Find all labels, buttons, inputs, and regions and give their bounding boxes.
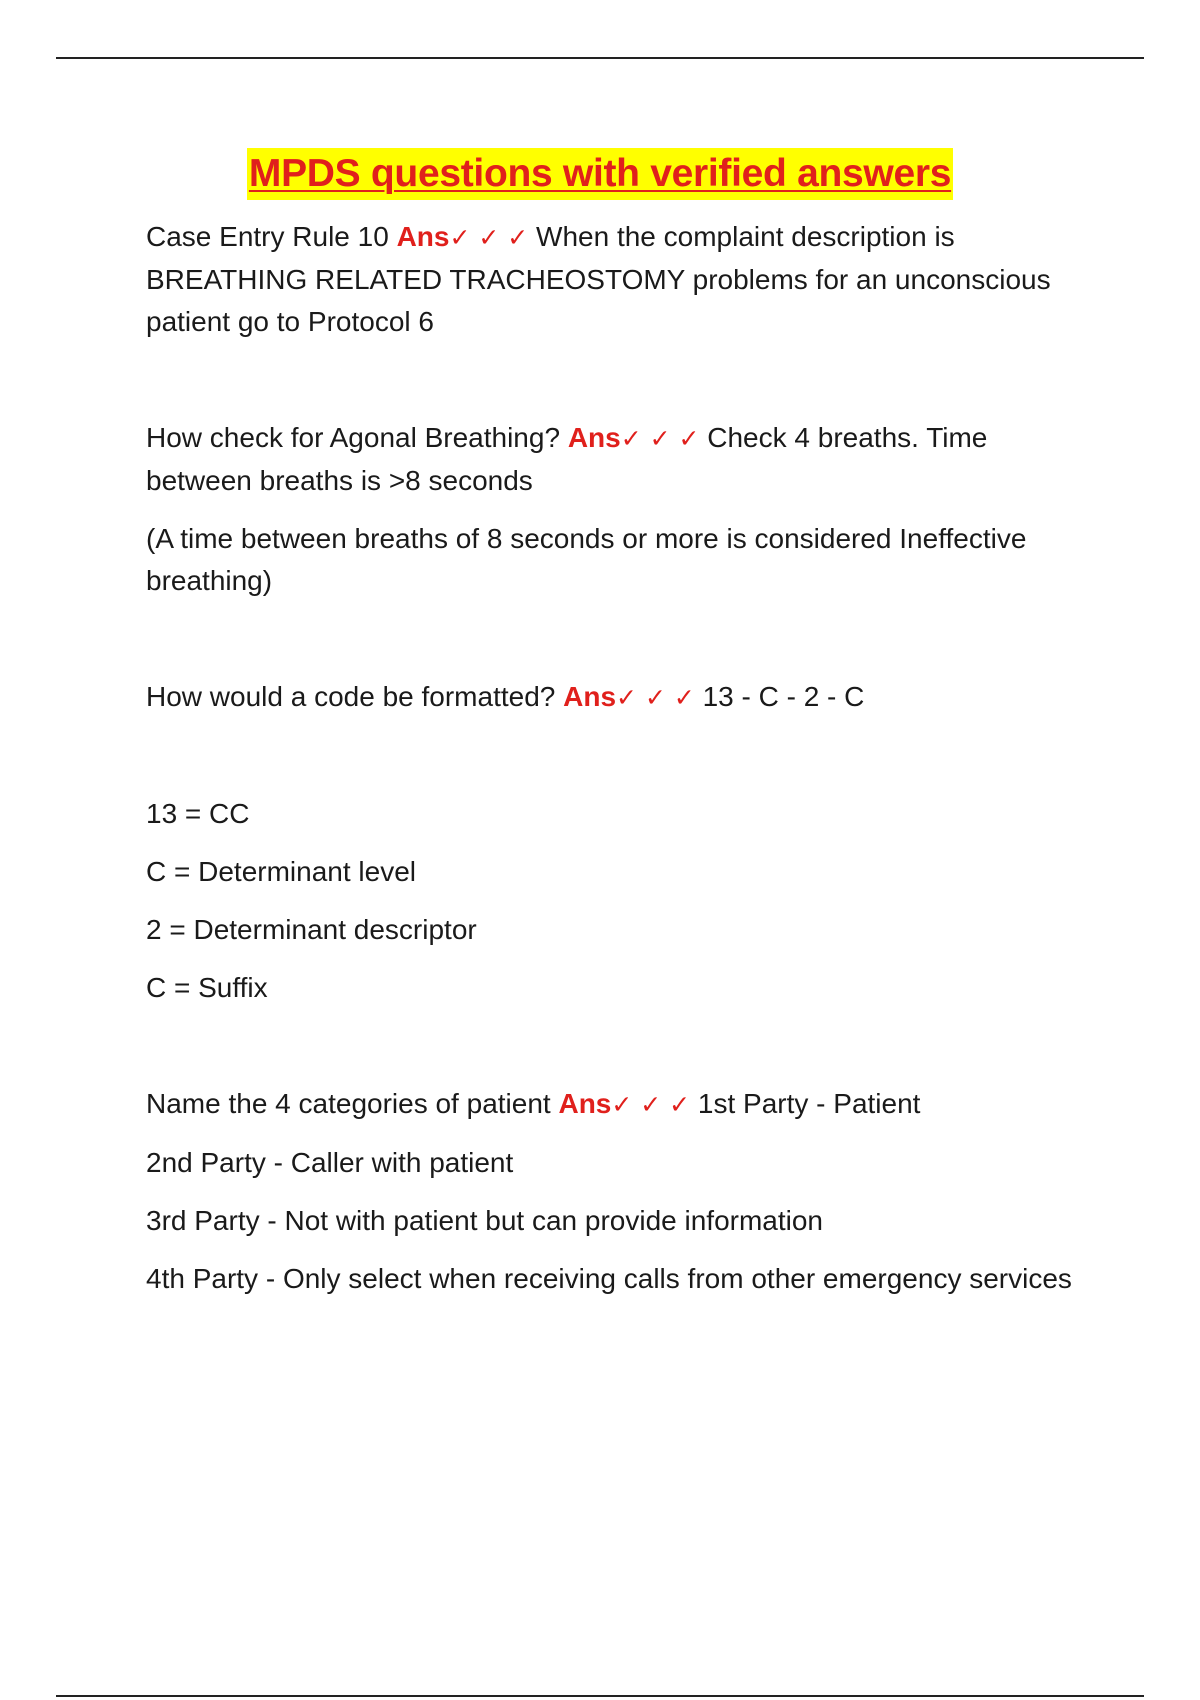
code-part-1: 13 = CC [146, 798, 250, 829]
qa-item-3 [146, 676, 1086, 719]
checkmarks-icon: ✓ ✓ ✓ [616, 683, 695, 712]
document-title: MPDS questions with verified answers [247, 148, 953, 200]
answer-text: 1st Party - Patient [690, 1088, 921, 1119]
checkmarks-icon: ✓ ✓ ✓ [449, 223, 529, 252]
party-item-2: 2nd Party - Caller with patient [146, 1147, 514, 1178]
code-part-3: 2 = Determinant descriptor [146, 914, 477, 945]
question-text: How would a code be formatted? [146, 681, 564, 712]
question-text: How check for Agonal Breathing? [146, 422, 568, 453]
code-part-4: C = Suffix [146, 972, 268, 1003]
answer-text: 13 - C - 2 - C [694, 681, 865, 712]
answer-label: Ans [396, 221, 450, 252]
code-part-2: C = Determinant level [146, 856, 417, 887]
answer-text: Check 4 breaths. Time between breaths is >8 seconds [146, 422, 988, 496]
top-divider [56, 57, 1144, 59]
checkmarks-icon: ✓ ✓ ✓ [620, 424, 700, 453]
answer-label: Ans [563, 681, 617, 712]
answer-label: Ans [558, 1088, 612, 1119]
document-body [146, 216, 1086, 1300]
answer-label: Ans [567, 422, 621, 453]
qa-item-4 [146, 1083, 1086, 1126]
title-block [0, 148, 1200, 200]
bottom-divider [56, 1695, 1144, 1697]
checkmarks-icon: ✓ ✓ ✓ [611, 1090, 691, 1119]
question-text: Case Entry Rule 10 [146, 221, 397, 252]
party-item-3: 3rd Party - Not with patient but can provide information [146, 1205, 824, 1236]
answer-text: When the complaint description is BREATHING RELATED TRACHEOSTOMY problems for an unconscious patient go to Protocol 6 [146, 221, 1051, 337]
answer-note: (A time between breaths of 8 seconds or more is considered Ineffective breathing) [146, 523, 1027, 596]
question-text: Name the 4 categories of patient [146, 1088, 559, 1119]
qa-item-1 [146, 216, 1086, 343]
qa-item-2 [146, 417, 1086, 502]
party-item-4: 4th Party - Only select when receiving calls from other emergency services [146, 1263, 1072, 1294]
